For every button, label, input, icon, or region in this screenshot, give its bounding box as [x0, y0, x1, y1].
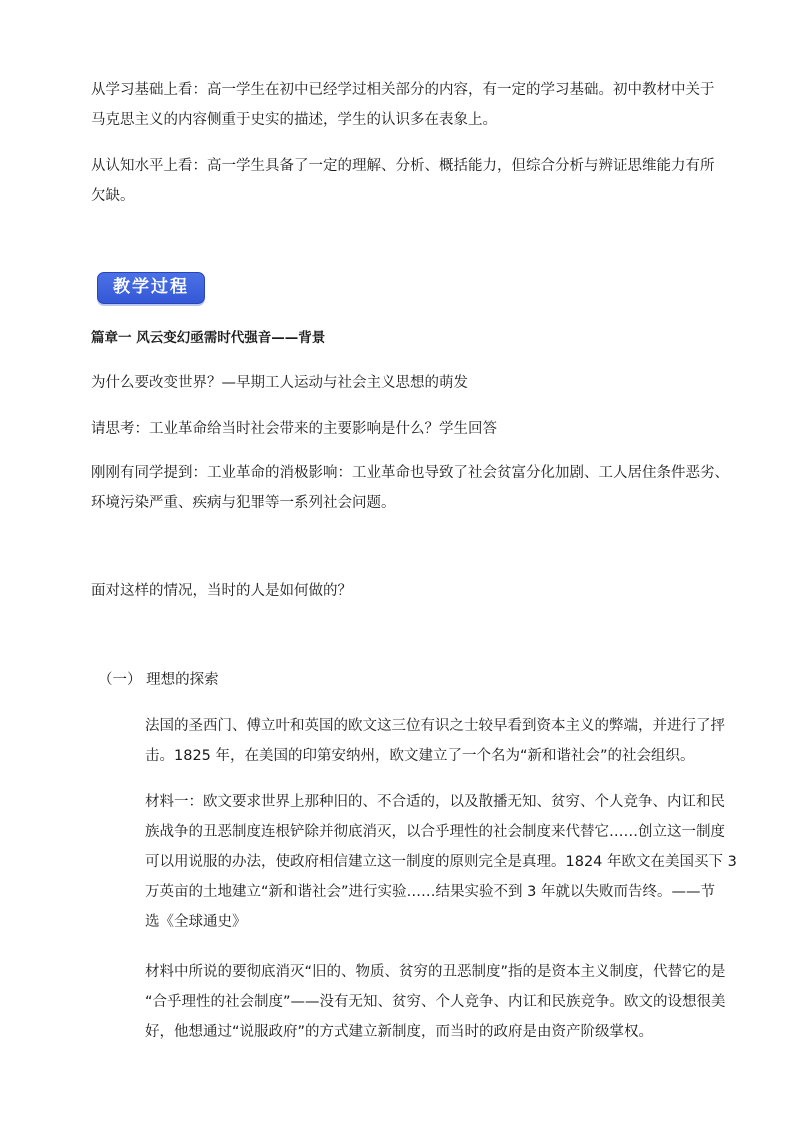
negative-impact-line-1: 刚刚有同学提到：工业革命的消极影响：工业革命也导致了社会贫富分化加剧、工人居住条件恶劣、 — [91, 465, 729, 481]
response-question: 面对这样的情况，当时的人是如何做的？ — [91, 583, 352, 599]
material-one-line-4: 万英亩的土地建立“新和谐社会”进行实验……结果实验不到 3 年就以失败而告终。——节 — [145, 884, 715, 900]
explanation-line-3: 好，他想通过“说服政府”的方式建立新制度，而当时的政府是由资产阶级掌权。 — [145, 1024, 654, 1040]
question-intro: 为什么要改变世界？—早期工人运动与社会主义思想的萌发 — [91, 375, 468, 391]
material-one-line-5: 选《全球通史》 — [145, 914, 247, 930]
negative-impact-line-2: 环境污染严重、疾病与犯罪等一系列社会问题。 — [91, 495, 396, 511]
subsection-label: （一） 理想的探索 — [98, 672, 219, 688]
material-one-line-1: 材料一：欧文要求世界上那种旧的、不合适的，以及散播无知、贫穷、个人竞争、内讧和民 — [145, 794, 725, 810]
material-one-line-2: 族战争的丑恶制度连根铲除并彻底消灭，以合乎理性的社会制度来代替它……创立这一制度 — [145, 824, 725, 840]
think-prompt: 请思考：工业革命给当时社会带来的主要影响是什么？学生回答 — [91, 421, 497, 437]
cognitive-level-line-2: 欠缺。 — [91, 188, 135, 204]
learning-basis-line-2: 马克思主义的内容侧重于史实的描述，学生的认识多在表象上。 — [91, 112, 497, 128]
subsection-intro-line-1: 法国的圣西门、傅立叶和英国的欧文这三位有识之士较早看到资本主义的弊端，并进行了抨 — [145, 718, 725, 734]
chapter-title: 篇章一 风云变幻亟需时代强音——背景 — [91, 330, 326, 346]
material-one-line-3: 可以用说服的办法，使政府相信建立这一制度的原则完全是真理。1824 年欧文在美国买下 3 — [145, 854, 737, 870]
cognitive-level-line-1: 从认知水平上看：高一学生具备了一定的理解、分析、概括能力，但综合分析与辨证思维能力有所 — [91, 158, 715, 174]
section-badge: 教学过程 — [97, 272, 205, 304]
learning-basis-line-1: 从学习基础上看：高一学生在初中已经学过相关部分的内容，有一定的学习基础。初中教材中关于 — [91, 82, 715, 98]
explanation-line-1: 材料中所说的要彻底消灭“旧的、物质、贫穷的丑恶制度”指的是资本主义制度，代替它的是 — [145, 964, 726, 980]
subsection-intro-line-2: 击。1825 年，在美国的印第安纳州，欧文建立了一个名为“新和谐社会”的社会组织。 — [145, 748, 695, 764]
explanation-line-2: “合乎理性的社会制度”——没有无知、贫穷、个人竞争、内讧和民族竞争。欧文的设想很美 — [145, 994, 726, 1010]
